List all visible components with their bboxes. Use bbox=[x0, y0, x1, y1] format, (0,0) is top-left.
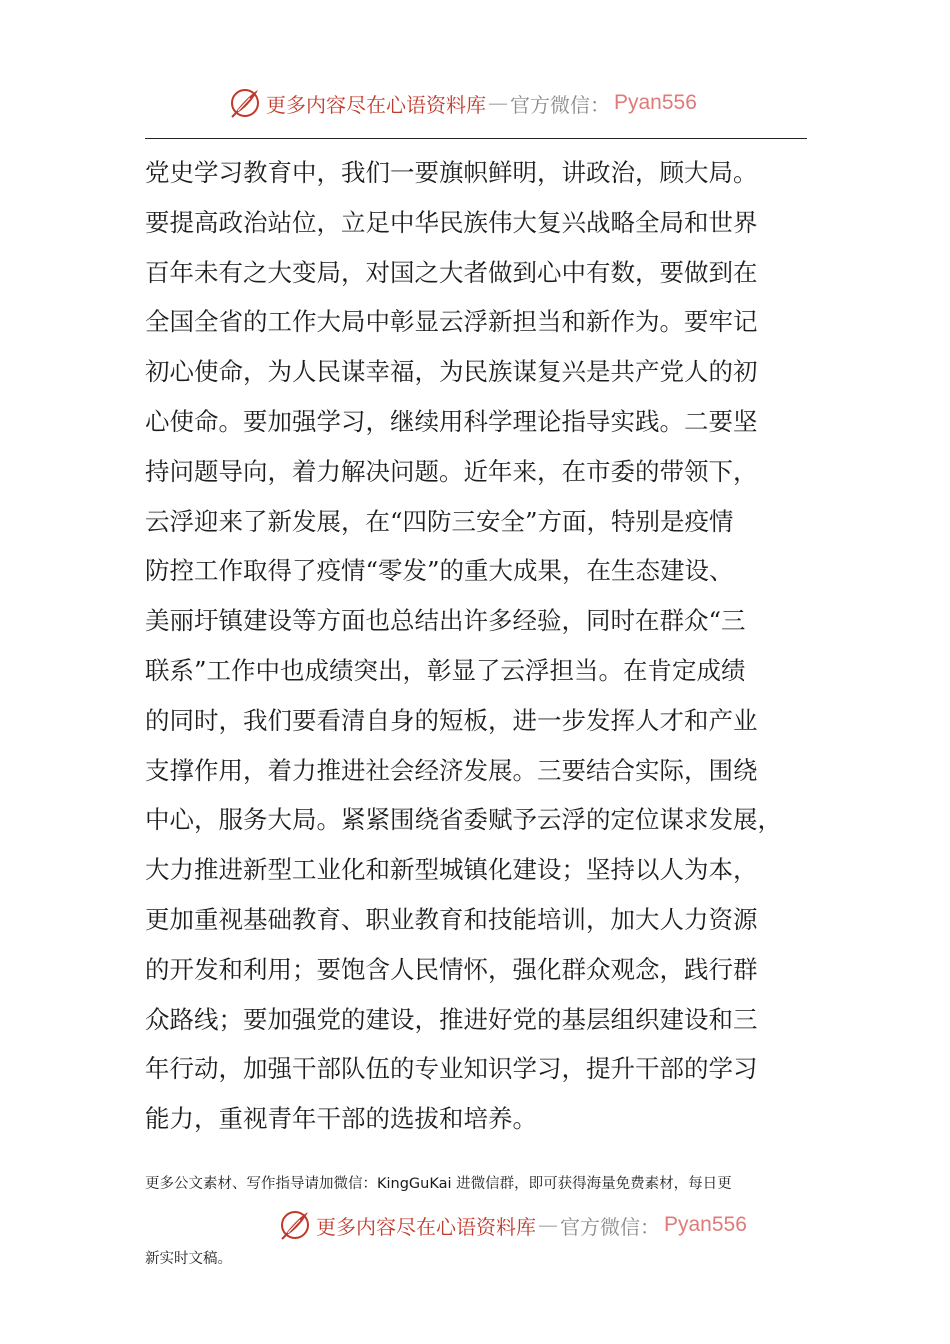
feather-pen-logo-icon bbox=[278, 1208, 312, 1242]
body-line: 持问题导向，着力解决问题。近年来，在市委的带领下， bbox=[145, 456, 758, 486]
body-line: 支撑作用，着力推进社会经济发展。三要结合实际，围绕 bbox=[145, 755, 758, 785]
wechat-id: Pyan556 bbox=[614, 91, 697, 114]
body-line: 联系”工作中也成绩突出，彰显了云浮担当。在肯定成绩 bbox=[145, 655, 746, 685]
brand-separator: — bbox=[488, 91, 508, 115]
brand-header bbox=[228, 86, 697, 120]
body-line: 众路线；要加强党的建设，推进好党的基层组织建设和三 bbox=[145, 1004, 758, 1034]
official-label: 官方微信 bbox=[560, 1214, 640, 1239]
body-line: 云浮迎来了新发展，在“四防三安全”方面，特别是疫情 bbox=[145, 506, 734, 536]
body-line: 能力，重视青年干部的选拔和培养。 bbox=[145, 1104, 537, 1134]
feather-pen-logo-icon bbox=[228, 86, 262, 120]
body-line: 的开发和利用；要饱含人民情怀，强化群众观念，践行群 bbox=[145, 954, 758, 984]
brand-colon: ： bbox=[640, 1214, 660, 1239]
wechat-id: Pyan556 bbox=[664, 1213, 747, 1236]
body-line: 防控工作取得了疫情“零发”的重大成果，在生态建设、 bbox=[145, 556, 734, 586]
footer-promo-line-continued: 新实时文稿。 bbox=[145, 1251, 232, 1267]
brand-separator: — bbox=[538, 1213, 558, 1237]
body-line: 年行动，加强干部队伍的专业知识学习，提升干部的学习 bbox=[145, 1054, 758, 1084]
body-line: 党史学习教育中，我们一要旗帜鲜明，讲政治，顾大局。 bbox=[145, 158, 758, 187]
brand-colon: ： bbox=[590, 92, 610, 117]
body-line: 初心使命，为人民谋幸福，为民族谋复兴是共产党人的初 bbox=[145, 357, 758, 387]
official-label: 官方微信 bbox=[510, 92, 590, 117]
brand-title: 更多内容尽在心语资料库 bbox=[316, 1214, 536, 1239]
body-line: 更加重视基础教育、职业教育和技能培训，加大人力资源 bbox=[145, 904, 758, 934]
document-body bbox=[145, 148, 807, 1144]
body-line: 心使命。要加强学习，继续用科学理论指导实践。二要坚 bbox=[145, 406, 758, 436]
brand-title: 更多内容尽在心语资料库 bbox=[266, 92, 486, 117]
header-divider bbox=[145, 138, 807, 139]
body-line: 的同时，我们要看清自身的短板，进一步发挥人才和产业 bbox=[145, 705, 758, 735]
body-line: 大力推进新型工业化和新型城镇化建设；坚持以人为本， bbox=[145, 855, 758, 885]
footer-promo-line: 更多公文素材、写作指导请加微信：KingGuKai 进微信群，即可获得海量免费素材，每日更 bbox=[145, 1176, 732, 1192]
body-line: 全国全省的工作大局中彰显云浮新担当和新作为。要牢记 bbox=[145, 307, 758, 337]
body-line: 美丽圩镇建设等方面也总结出许多经验，同时在群众“三 bbox=[145, 606, 746, 636]
brand-footer bbox=[278, 1208, 747, 1242]
body-line: 要提高政治站位，立足中华民族伟大复兴战略全局和世界 bbox=[145, 207, 758, 237]
body-line: 百年未有之大变局，对国之大者做到心中有数，要做到在 bbox=[145, 257, 758, 287]
body-line: 中心，服务大局。紧紧围绕省委赋予云浮的定位谋求发展， bbox=[145, 805, 782, 835]
